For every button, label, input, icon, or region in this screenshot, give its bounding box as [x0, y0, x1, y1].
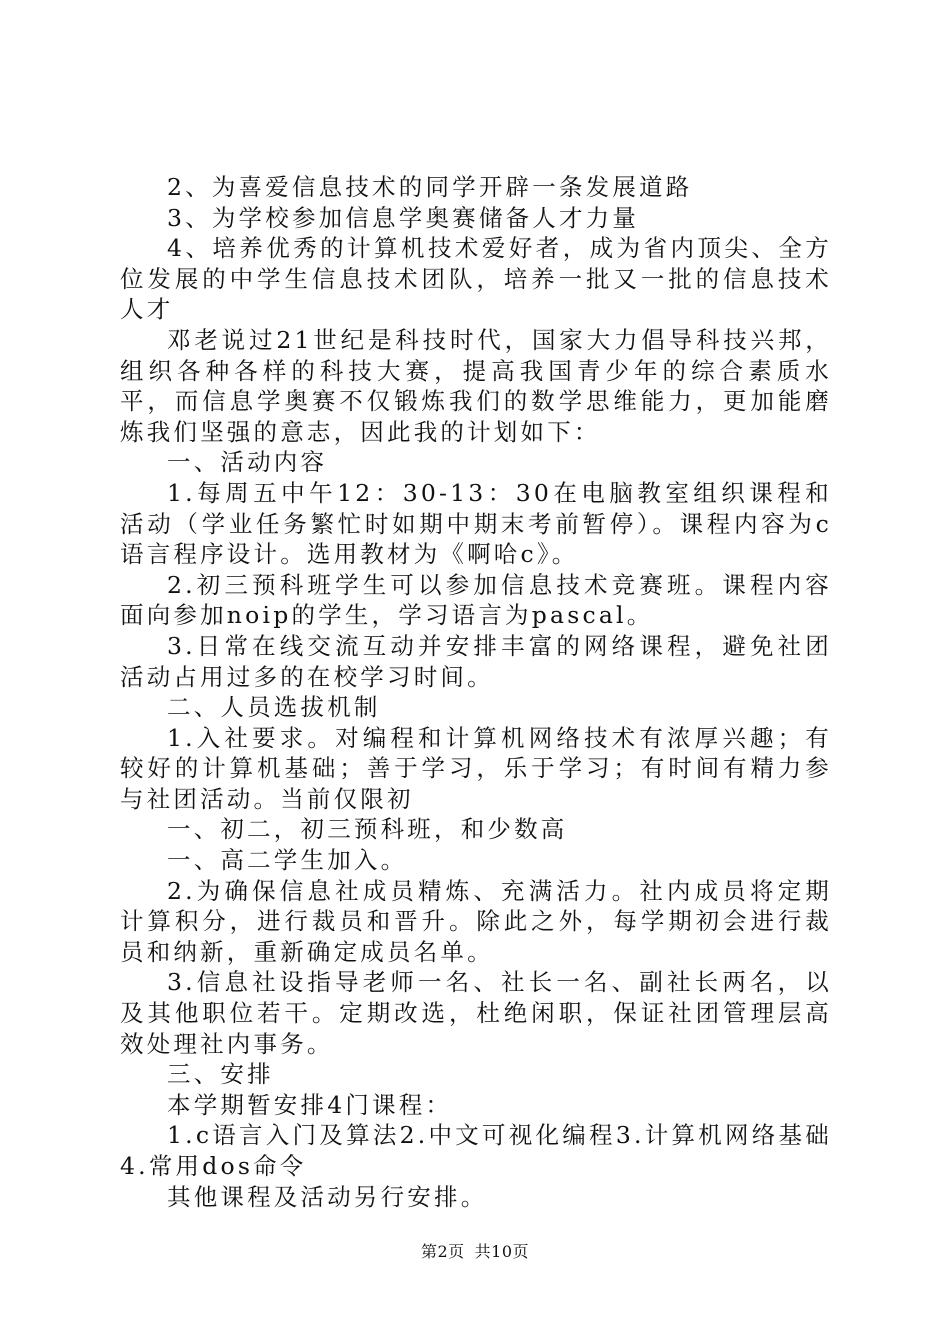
section-heading: 一、活动内容: [167, 448, 328, 477]
section-heading: 二、人员选拔机制: [167, 693, 381, 722]
paragraph: 一、高二学生加入。: [167, 846, 408, 875]
paragraph: 3.日常在线交流互动并安排丰富的网络课程，避免社团活动占用过多的在校学习时间。: [120, 631, 832, 691]
page-total: 共10页: [474, 1242, 530, 1261]
page-number: 第2页: [420, 1242, 465, 1261]
paragraph: 4、培养优秀的计算机技术爱好者，成为省内顶尖、全方位发展的中学生信息技术团队，培养一批又一批的信息技术人才: [120, 234, 832, 324]
paragraph: 1.每周五中午12：30-13：30在电脑教室组织课程和活动（学业任务繁忙时如期中期末考前暂停）。课程内容为c语言程序设计。选用教材为《啊哈c》。: [120, 478, 832, 569]
paragraph: 2.为确保信息社成员精炼、充满活力。社内成员将定期计算积分，进行裁员和晋升。除此之外，每学期初会进行裁员和纳新，重新确定成员名单。: [120, 876, 832, 966]
section-heading: 三、安排: [167, 1060, 274, 1089]
page-footer: [0, 1242, 950, 1262]
paragraph: 本学期暂安排4门课程：: [167, 1090, 453, 1119]
paragraph: 1.入社要求。对编程和计算机网络技术有浓厚兴趣；有较好的计算机基础；善于学习，乐于学习；有时间有精力参与社团活动。当前仅限初: [120, 723, 832, 813]
paragraph: 其他课程及活动另行安排。: [167, 1182, 488, 1211]
document-body: [120, 172, 832, 1212]
paragraph: 2、为喜爱信息技术的同学开辟一条发展道路: [167, 173, 693, 201]
paragraph: 3.信息社设指导老师一名、社长一名、副社长两名，以及其他职位若干。定期改选，杜绝闲职，保证社团管理层高效处理社内事务。: [120, 968, 832, 1058]
paragraph: 一、初二，初三预科班，和少数高: [167, 815, 568, 844]
paragraph: 邓老说过21世纪是科技时代，国家大力倡导科技兴邦，组织各种各样的科技大赛，提高我国青少年的综合素质水平，而信息学奥赛不仅锻炼我们的数学思维能力，更加能磨炼我们坚强的意志，因此我的计划如下：: [120, 325, 832, 446]
paragraph: 2.初三预科班学生可以参加信息技术竞赛班。课程内容面向参加noip的学生，学习语言为pascal。: [120, 570, 832, 630]
paragraph: 3、为学校参加信息学奥赛储备人才力量: [167, 203, 640, 232]
paragraph: 1.c语言入门及算法2.中文可视化编程3.计算机网络基础4.常用dos命令: [120, 1121, 832, 1180]
